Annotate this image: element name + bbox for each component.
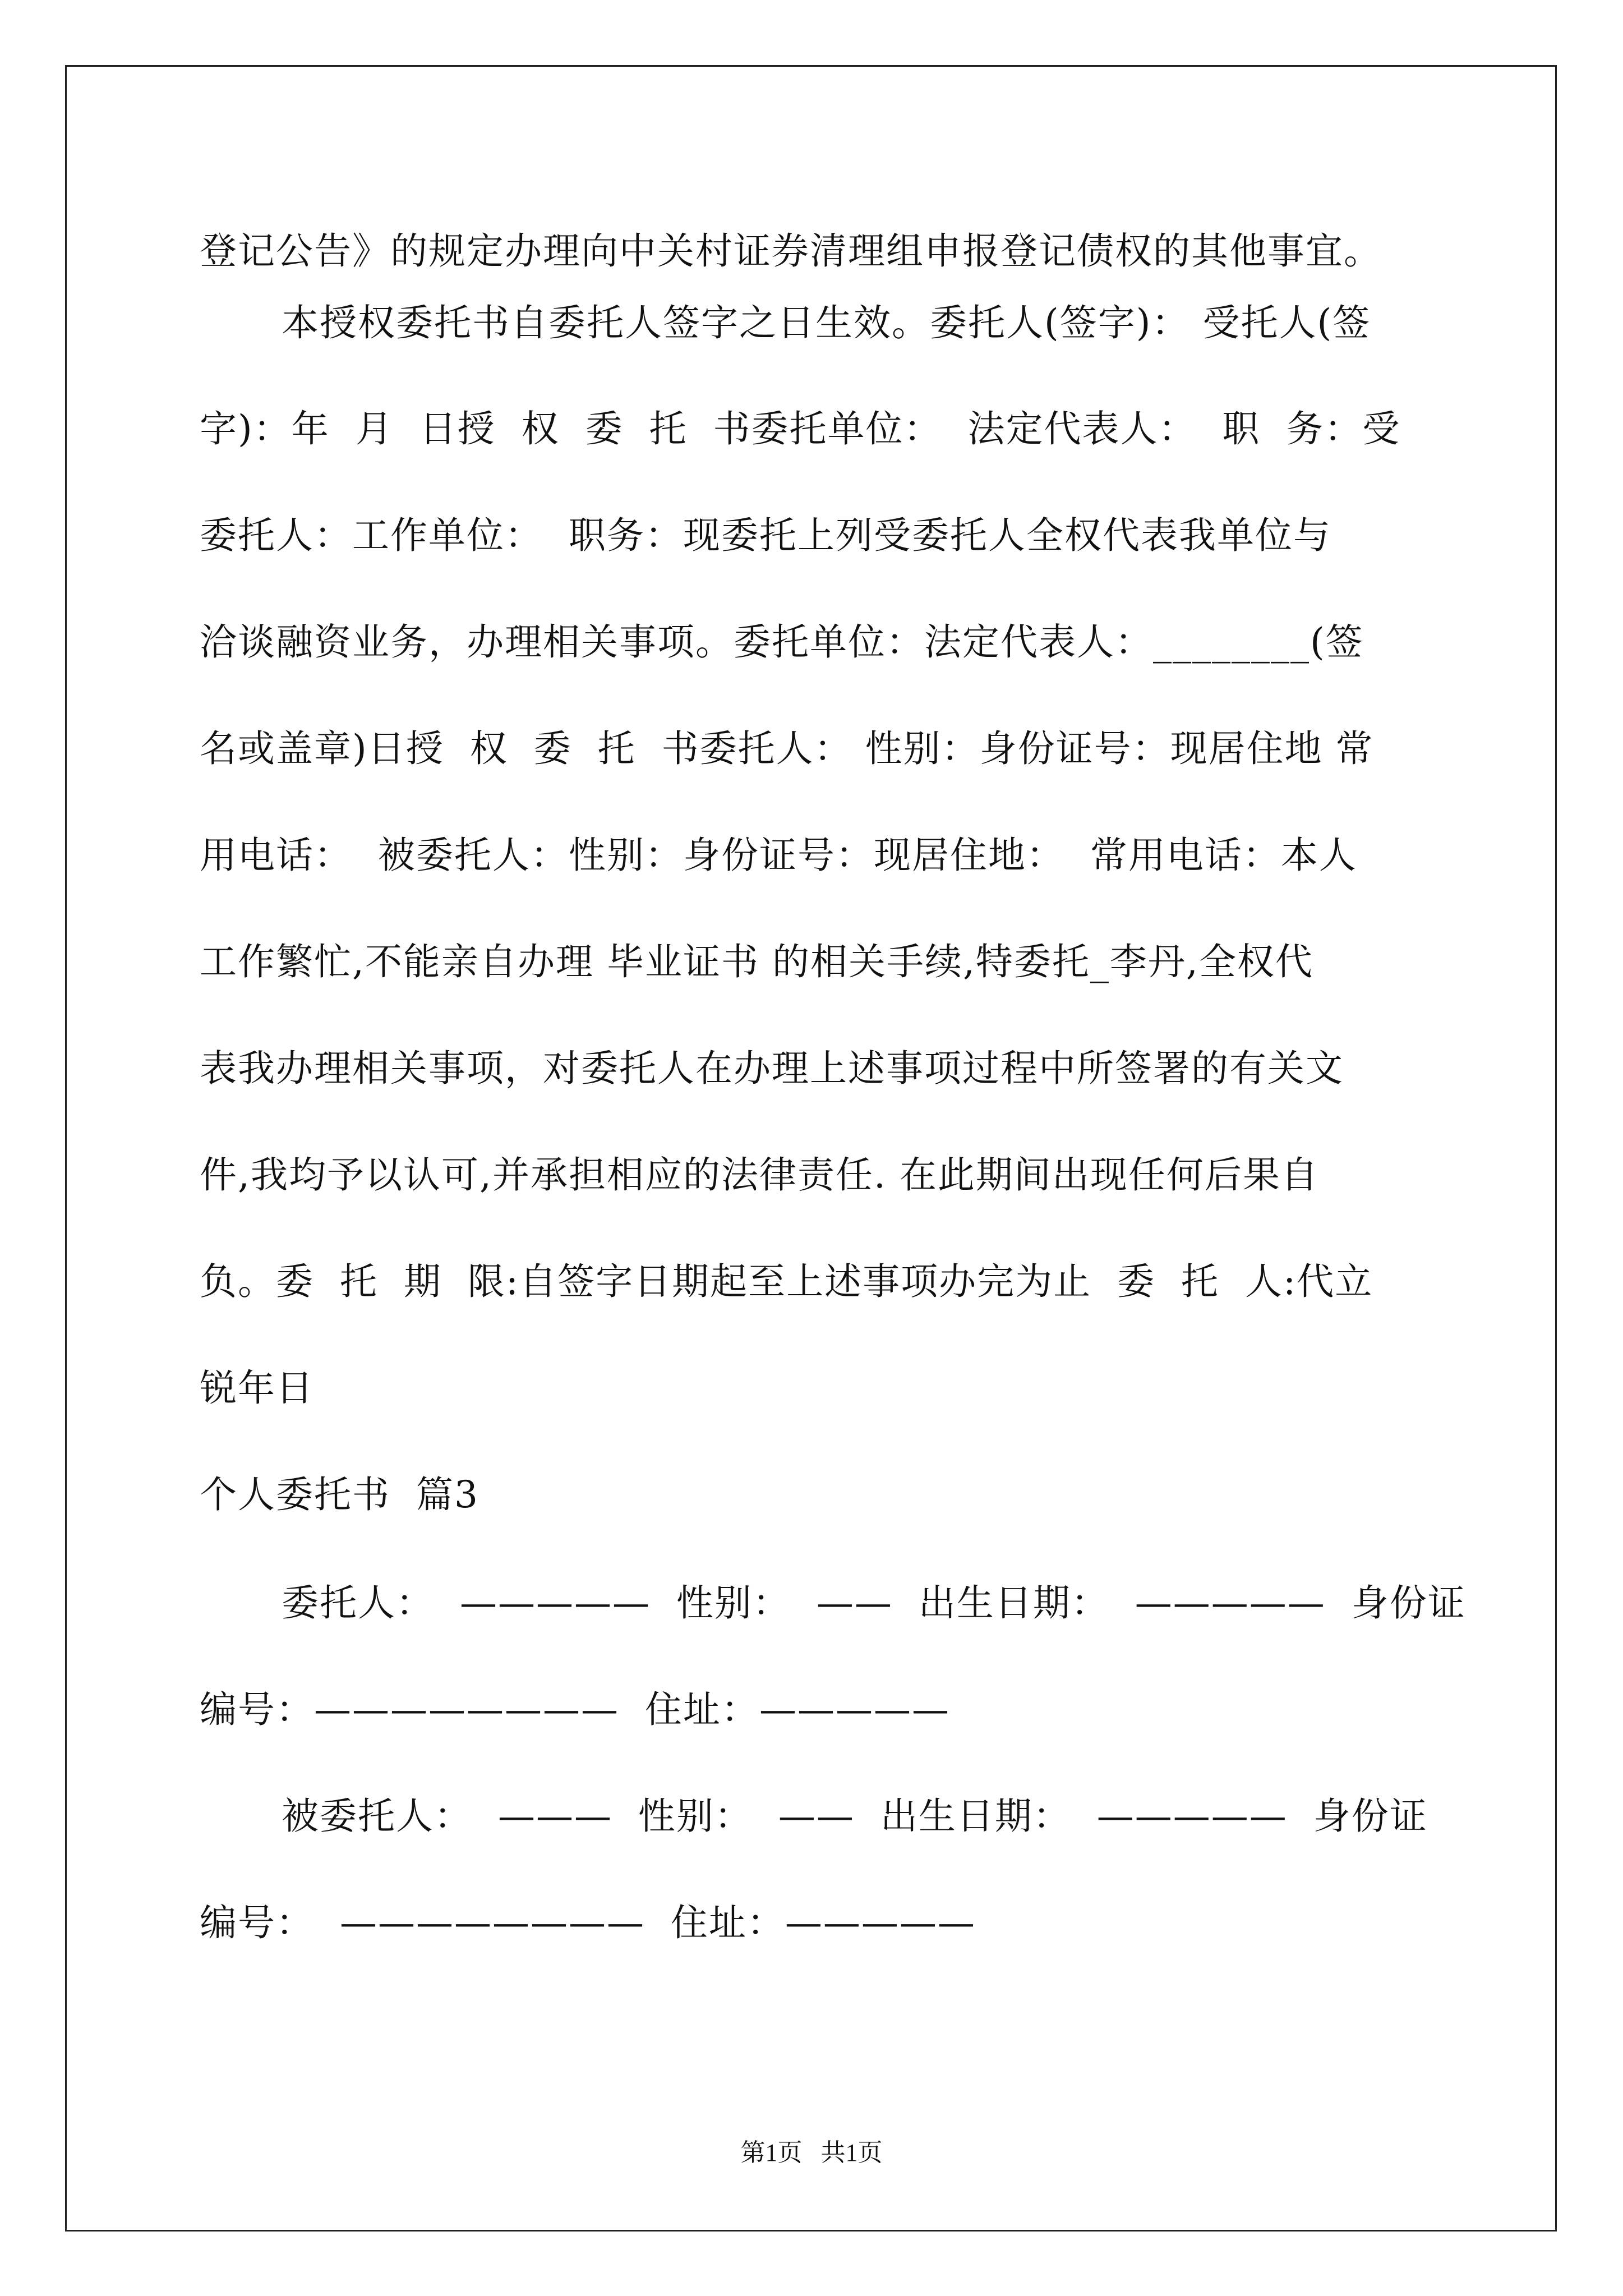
text-line-4: 委托人：工作单位： 职务：现委托上列受委托人全权代表我单位与: [200, 514, 1331, 557]
text-line-1: 登记公告》的规定办理向中关村证券清理组申报登记债权的其他事宜。: [200, 229, 1382, 273]
text-line-10: 件,我均予以认可,并承担相应的法律责任. 在此期间出现任何后果自: [200, 1153, 1319, 1197]
text-line-12: 锐年日: [200, 1366, 314, 1410]
text-line-2: 本授权委托书自委托人签字之日生效。委托人(签字)： 受托人(签: [282, 301, 1371, 344]
text-line-13: 委托人： ————— 性别： —— 出生日期： ————— 身份证: [282, 1581, 1466, 1625]
text-line-16: 编号： ———————— 住址：—————: [200, 1901, 976, 1944]
text-line-15: 被委托人： ——— 性别： —— 出生日期： ————— 身份证: [282, 1795, 1428, 1838]
text-line-6: 名或盖章)日授 权 委 托 书委托人： 性别：身份证号：现居住地 常: [200, 727, 1374, 770]
text-line-3: 字)：年 月 日授 权 委 托 书委托单位： 法定代表人： 职 务：受: [200, 407, 1401, 450]
section-heading: 个人委托书 篇3: [200, 1473, 479, 1516]
text-line-7: 用电话： 被委托人：性别：身份证号：现居住地： 常用电话：本人: [200, 834, 1357, 877]
page-footer: 第1页 共1页: [740, 2139, 883, 2166]
text-line-14: 编号：———————— 住址：—————: [200, 1688, 950, 1731]
text-line-9: 表我办理相关事项，对委托人在办理上述事项过程中所签署的有关文: [200, 1047, 1344, 1090]
text-line-5: 洽谈融资业务，办理相关事项。委托单位：法定代表人：________(签: [200, 620, 1364, 664]
text-line-8: 工作繁忙,不能亲自办理 毕业证书 的相关手续,特委托_李丹,全权代: [200, 940, 1313, 983]
text-line-11: 负。委 托 期 限:自签字日期起至上述事项办完为止 委 托 人:代立: [200, 1260, 1373, 1303]
